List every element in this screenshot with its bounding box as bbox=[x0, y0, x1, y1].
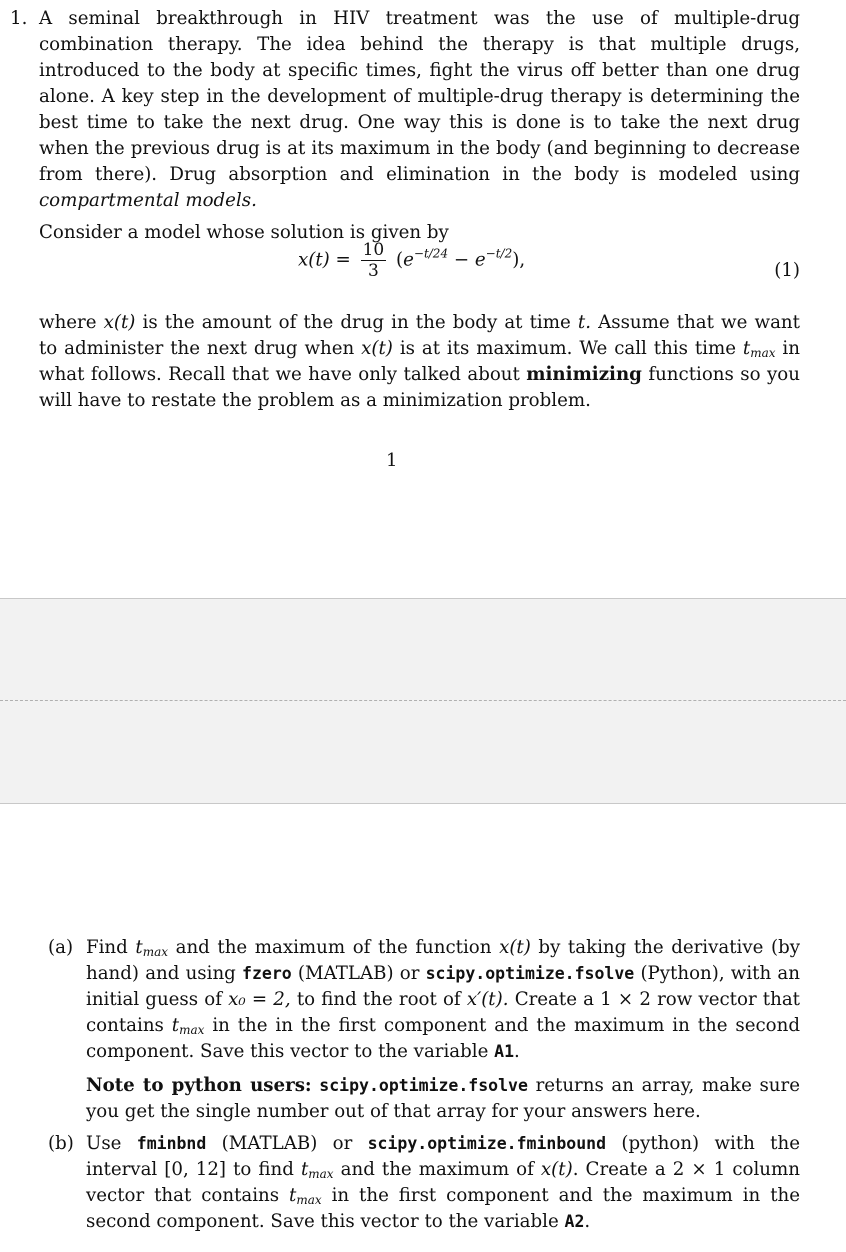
part-b: (b) Use fminbnd (MATLAB) or scipy.optimize.fminbound (python) with the interval [0, 12] to find $t_{max}$ and the maximum of x(t). Create a 2 × 1 column vector that contains $t_{max}$ in the first component and the maximum in the second component. Save this vector to the variable A2. bbox=[48, 1133, 800, 1232]
equation-label: (1) bbox=[774, 260, 800, 281]
part-b-label: (b) bbox=[48, 1133, 74, 1154]
equation-1 bbox=[0, 240, 800, 300]
problem-1 bbox=[10, 6, 800, 246]
consider-line: Consider a model whose solution is given by bbox=[39, 222, 449, 243]
fraction: $\frac{10}{3}$ bbox=[362, 240, 385, 281]
part-a: (a) Find $t_{max}$ and the maximum of the function x(t) by taking the derivative (by hand) and using fzero (MATLAB) or scipy.optimize.fsolve (Python), with an initial guess of x₀ = 2, to find the root of x′(t). Create a 1 × 2 row vector that contains $t_{max}$ in the in the first component and the maximum in the second component. Save this vector to the variable A1. Note to python users: scipy.optimize.fsolve returns an array, make sure you get the single number out of that array for your answers here. bbox=[48, 935, 800, 1125]
part-a-label: (a) bbox=[48, 937, 74, 958]
problem-intro: A seminal breakthrough in HIV treatment was the use of multiple-drug combination therapy. The idea behind the therapy is that multiple drugs, introduced to the body at specific times, fight the virus off better than one drug alone. A key step in the development of multiple-drug therapy is determining the best time to take the next drug. One way this is done is to take the next drug when the previous drug is at its maximum in the body (and beginning to decrease from there). Drug absorption and elimination in the body is modeled using compartmental models. bbox=[39, 8, 800, 211]
page-divider bbox=[0, 700, 846, 701]
problem-number: 1. bbox=[10, 8, 28, 29]
python-note: Note to python users: scipy.optimize.fsolve returns an array, make sure you get the single number out of that array for your answers here. bbox=[86, 1075, 800, 1122]
equation-body: x(t) = $\frac{10}{3}$ $(e^{-t/24} - e^{-t/2})$, bbox=[298, 240, 526, 281]
page-number: 1 bbox=[386, 450, 398, 471]
page-break bbox=[0, 598, 846, 804]
where-paragraph: where x(t) is the amount of the drug in the body at time t. Assume that we want to administer the next drug when x(t) is at its maximum. We call this time $t_{max}$ in what follows. Recall that we have only talked about minimizing functions so you will have to restate the problem as a minimization problem. bbox=[39, 312, 800, 411]
